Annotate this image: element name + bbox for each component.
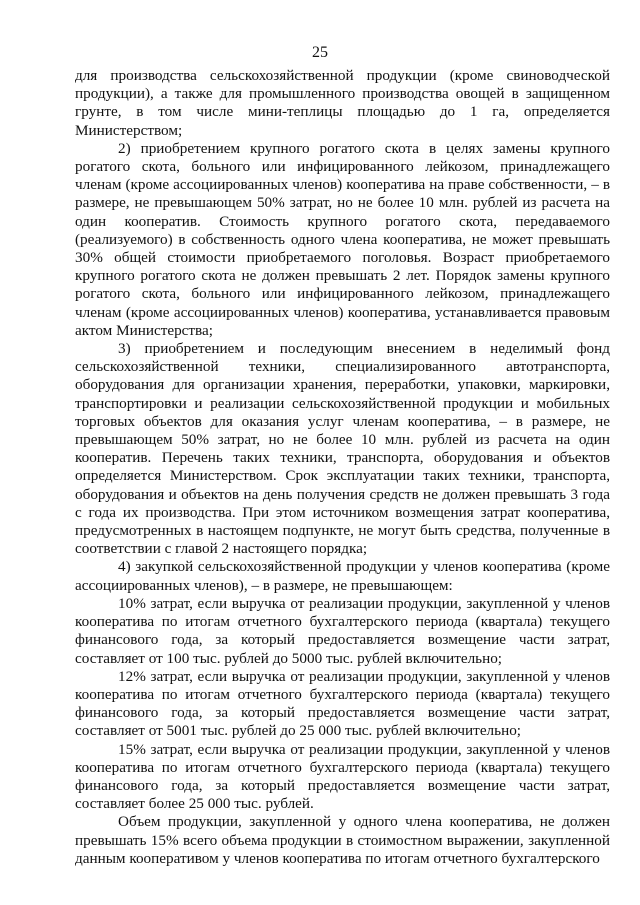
- paragraph-continuation: для производства сельскохозяйственной продукции (кроме свиноводческой продукции), а также для промышленного производства овощей в защищенном грунте, в том числе мини-теплицы площадью до 1 га, определяется Министерством;: [75, 67, 610, 139]
- paragraph-rate-12: 12% затрат, если выручка от реализации продукции, закупленной у членов кооператива по итогам отчетного бухгалтерского периода (квартала) текущего финансового года, за который предоставляется возмещение части затрат, составляет от 5001 тыс. рублей до 25 000 тыс. рублей включительно;: [75, 667, 610, 740]
- paragraph-item-4: 4) закупкой сельскохозяйственной продукции у членов кооператива (кроме ассоциированных членов), – в размере, не превышающем:: [75, 558, 610, 594]
- page-number: 25: [312, 44, 328, 61]
- paragraph-volume-limit: Объем продукции, закупленной у одного члена кооператива, не должен превышать 15% всего объема продукции в стоимостном выражении, закупленной данным кооперативом у членов кооператива по итогам отчетного бухгалтерского: [75, 813, 610, 867]
- document-body: [75, 67, 610, 868]
- paragraph-item-2: 2) приобретением крупного рогатого скота в целях замены крупного рогатого скота, больного или инфицированного лейкозом, принадлежащего членам (кроме ассоциированных членов) кооператива на праве собственности, – в размере, не превышающем 50% затрат, но не более 10 млн. рублей из расчета на один кооператив. Стоимость крупного рогатого скота, передаваемого (реализуемого) в собственность одного члена кооператива, не может превышать 30% общей стоимости приобретаемого поголовья. Возраст приобретаемого крупного рогатого скота не должен превышать 2 лет. Порядок замены крупного рогатого скота, больного или инфицированного лейкозом, принадлежащего членам (кроме ассоциированных членов) кооператива, устанавливается правовым актом Министерства;: [75, 139, 610, 339]
- paragraph-rate-15: 15% затрат, если выручка от реализации продукции, закупленной у членов кооператива по итогам отчетного бухгалтерского периода (квартала) текущего финансового года, за который предоставляется возмещение части затрат, составляет более 25 000 тыс. рублей.: [75, 740, 610, 813]
- paragraph-item-3: 3) приобретением и последующим внесением в неделимый фонд сельскохозяйственной техники, специализированного автотранспорта, оборудования для организации хранения, переработки, упаковки, маркировки, транспортировки и реализации сельскохозяйственной продукции и мобильных торговых объектов для оказания услуг членам кооператива, – в размере, не превышающем 50% затрат, но не более 10 млн. рублей из расчета на один кооператив. Перечень таких техники, транспорта, оборудования и объектов определяется Министерством. Срок эксплуатации таких техники, транспорта, оборудования и объектов на день получения средств не должен превышать 3 года с года их производства. При этом источником возмещения затрат кооператива, предусмотренных в настоящем подпункте, не могут быть средства, полученные в соответствии с главой 2 настоящего порядка;: [75, 340, 610, 558]
- paragraph-rate-10: 10% затрат, если выручка от реализации продукции, закупленной у членов кооператива по итогам отчетного бухгалтерского периода (квартала) текущего финансового года, за который предоставляется возмещение части затрат, составляет от 100 тыс. рублей до 5000 тыс. рублей включительно;: [75, 594, 610, 667]
